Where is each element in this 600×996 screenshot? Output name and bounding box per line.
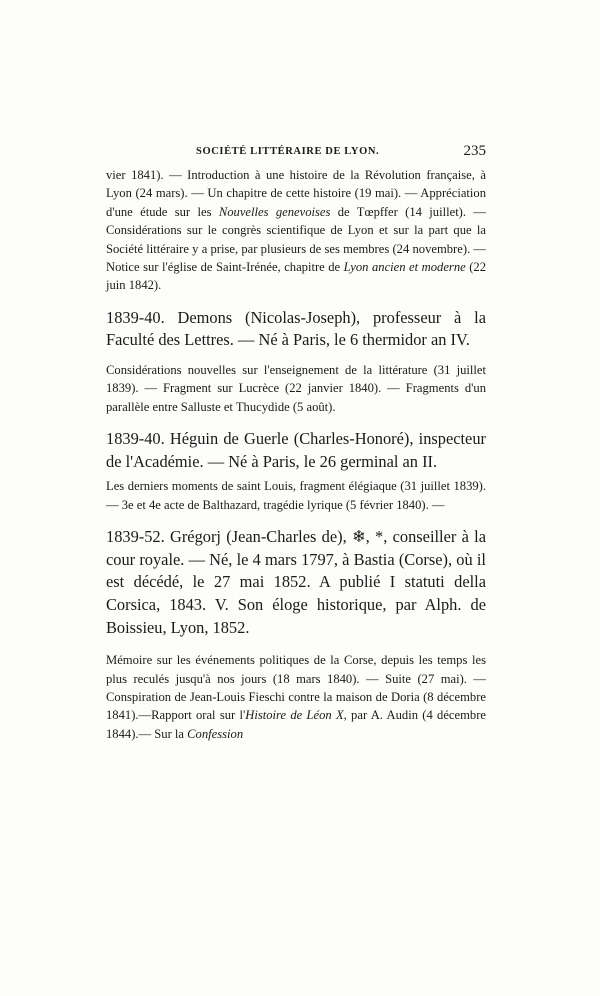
works-text: vier 1841). — Introduction à une histoire de la Révolution française, à Lyon (24 mars). — Un chapitre de cette histoire (19 mai). — Appréciation d'une étude sur les bbox=[106, 168, 486, 219]
page-header bbox=[108, 143, 486, 164]
works-list-heguin-de-guerle: Les derniers moments de saint Louis, fragment élégiaque (31 juillet 1839). — 3e et 4e acte de Balthazard, tragédie lyrique (5 février 1840). — bbox=[106, 479, 486, 512]
works-text: (22 juin 1842). bbox=[106, 260, 487, 293]
page-body bbox=[106, 166, 486, 743]
works-text: , par A. Audin (4 décembre 1844).— Sur la bbox=[106, 708, 486, 741]
work-title-italic: Histoire de Léon X bbox=[245, 708, 344, 723]
works-list-continued bbox=[106, 166, 486, 295]
works-text: de Tœpffer (14 juillet). — Considérations sur le congrès scientifique de Lyon et sur la part que la Société littéraire y a prise, par plusieurs de ses membres (24 novembre). — Notice sur l'église de Saint-Irénée, chapitre de bbox=[106, 204, 486, 275]
member-entry-heguin-de-guerle: 1839-40. Héguin de Guerle (Charles-Honoré), inspecteur de l'Académie. — Né à Paris, le 26 germinal an II. bbox=[106, 429, 486, 471]
works-list-gregorj bbox=[106, 651, 486, 743]
member-entry-demons: 1839-40. Demons (Nicolas-Joseph), professeur à la Faculté des Lettres. — Né à Paris, le 6 thermidor an IV. bbox=[106, 307, 486, 350]
work-title-italic: Confession bbox=[187, 726, 244, 741]
running-title: SOCIÉTÉ LITTÉRAIRE DE LYON. bbox=[196, 146, 380, 157]
work-title-italic: Nouvelles genevoises bbox=[218, 204, 331, 219]
works-text: Mémoire sur les événements politiques de la Corse, depuis les temps les plus reculés jusqu'à nos jours (18 mars 1840). — Suite (27 mai). — Conspiration de Jean-Louis Fieschi contre la maison de Doria (8 décembre 1841).—Rapport oral sur l' bbox=[106, 653, 486, 723]
member-entry-gregorj: 1839-52. Grégorj (Jean-Charles de), ❄, *, conseiller à la cour royale. — Né, le 4 mars 1797, à Bastia (Corse), où il est décédé, le 27 mai 1852. A publié I statuti della Corsica, 1843. V. Son éloge historique, par Alph. de Boissieu, Lyon, 1852. bbox=[106, 527, 486, 637]
works-list-demons: Considérations nouvelles sur l'enseignement de la littérature (31 juillet 1839). — Fragment sur Lucrèce (22 janvier 1840). — Fragments d'un parallèle entre Salluste et Thucydide (5 août). bbox=[106, 363, 486, 414]
page-number: 235 bbox=[463, 143, 486, 159]
work-title-italic: Lyon ancien et moderne bbox=[343, 260, 466, 275]
